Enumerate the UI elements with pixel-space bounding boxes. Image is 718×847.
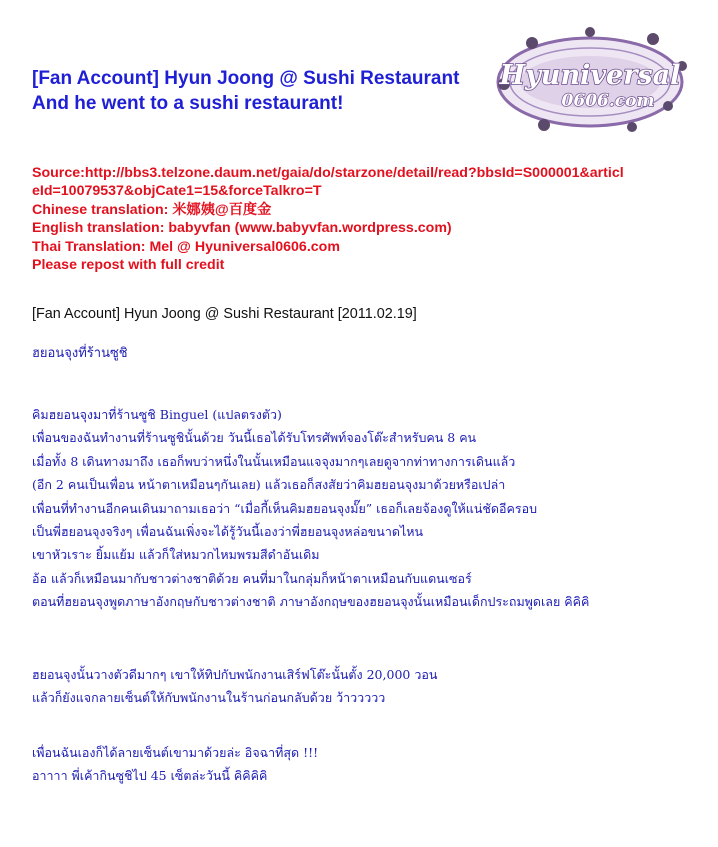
post-title [32,66,482,116]
title-line-1: [Fan Account] Hyun Joong @ Sushi Restaurant [32,68,460,89]
chinese-translation: Chinese translation: 米娜姨@百度金 [32,201,272,218]
text-line: เพื่อนฉันเองก็ได้ลายเซ็นต์เขามาด้วยล่ะ อิจฉาที่สุด !!! [32,745,319,760]
text-line: ตอนที่ฮยอนจุงพูดภาษาอังกฤษกับชาวต่างชาติ ภาษาอังกฤษของฮยอนจุงนั้นเหมือนเด็กประถมพูดเลย คิคิคิ [32,594,590,610]
logo-wordmark: Hyuniversal [499,60,681,91]
text-line: ฮยอนจุงนั้นวางตัวดีมากๆ เขาให้ทิปกับพนักงานเสิร์ฟโต๊ะนั้นตั้ง 20,000 วอน [32,667,438,682]
source-line-2: eId=10079537&objCate1=15&forceTalkro=T [32,183,322,200]
text-line: เพื่อนที่ทำงานอีกคนเดินมาถามเธอว่า “เมื่อกี้เห็นคิมฮยอนจุงมั๊ย” เธอก็เลยจ้องดูให้แน่ชัดอีครอบ [32,500,538,516]
logo-subtext: 0606.com [561,91,655,111]
text-line: อาาาา พี่เค้ากินซูชิไป 45 เซ็ตล่ะวันนี้ คิคิคิคิ [32,767,268,783]
text-line: เพื่อนของฉันทำงานที่ร้านซูชินั้นด้วย วันนี้เธอได้รับโทรศัพท์จองโต๊ะสำหรับคน 8 คน [32,430,477,446]
text-line: เมื่อทั้ง 8 เดินทางมาถึง เธอก็พบว่าหนึ่งในนั้นเหมือนแจจุงมากๆเลยดูจากท่าทางการเดินแล้ว [32,453,516,469]
paragraph-2 [32,663,702,710]
paragraph-3 [32,742,702,787]
source-line-1: Source:http://bbs3.telzone.daum.net/gaia/do/starzone/detail/read?bbsId=S000001&articl [32,165,624,181]
repost-note: Please repost with full credit [32,257,225,274]
english-translation: English translation: babyvfan (www.babyvfan.wordpress.com) [32,220,452,237]
text-line: เป็นพี่ฮยอนจุงจริงๆ เพื่อนฉันเพิ่งจะได้รู้วันนี้เองว่าพี่ฮยอนจุงหล่อขนาดไหน [32,524,424,540]
text-line: เขาหัวเราะ ยิ้มแย้ม แล้วก็ใส่หมวกไหมพรมสีดำอันเดิม [32,547,320,563]
credits-block [32,164,702,274]
text-line: อ้อ แล้วก็เหมือนมากับชาวต่างชาติด้วย คนที่มาในกลุ่มก็หน้าตาเหมือนกับแดนเซอร์ [32,570,472,586]
article-title: [Fan Account] Hyun Joong @ Sushi Restaurant [2011.02.19] [32,306,417,322]
thai-translation: Thai Translation: Mel @ Hyuniversal0606.com [32,238,340,255]
hyuniversal-logo [486,22,696,142]
text-line: (อีก 2 คนเป็นเพื่อน หน้าตาเหมือนๆกันเลย) แล้วเธอก็สงสัยว่าคิมฮยอนจุงมาด้วยหรือเปล่า [32,477,506,493]
title-line-2: And he went to a sushi restaurant! [32,93,344,114]
paragraph-1 [32,403,702,614]
article-subtitle: ฮยอนจุงที่ร้านซูชิ [32,346,128,361]
text-line: แล้วก็ยังแจกลายเซ็นต์ให้กับพนักงานในร้านก่อนกลับด้วย ว้าววววว [32,690,386,706]
text-line: คิมฮยอนจุงมาที่ร้านซูชิ Binguel (แปลตรงตัว) [32,407,282,422]
